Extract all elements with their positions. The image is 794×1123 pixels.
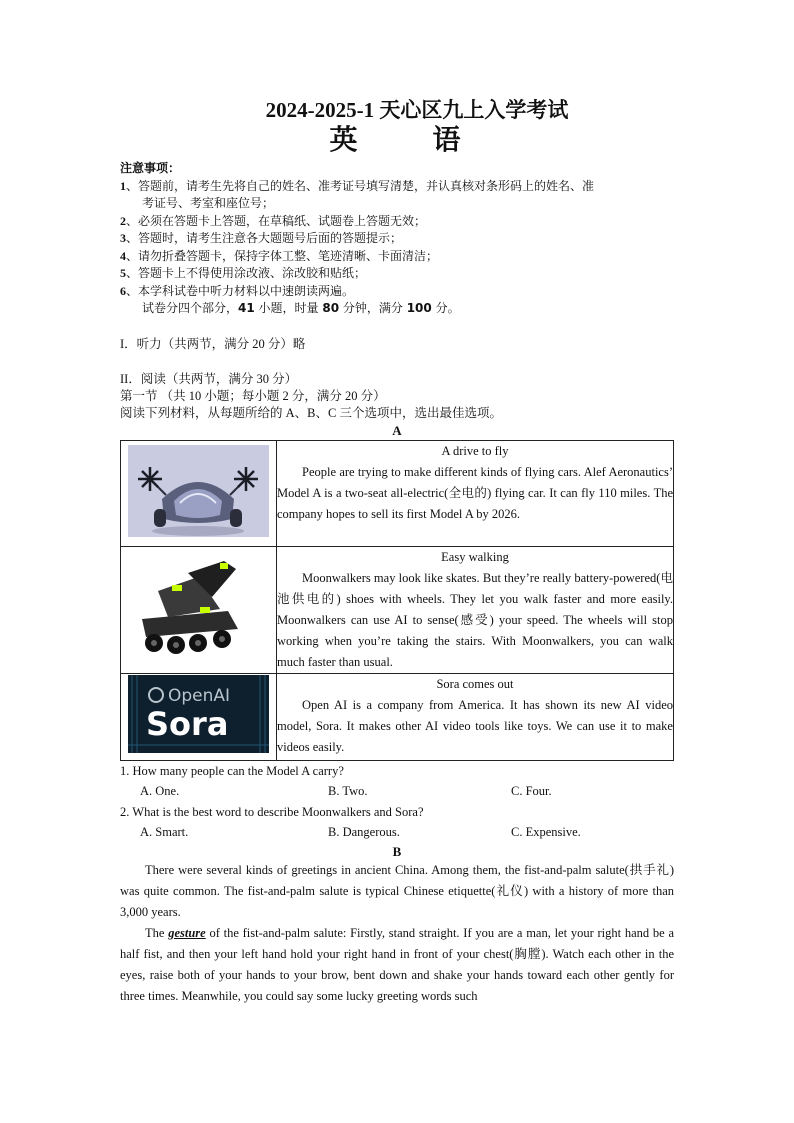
brand-label: OpenAI bbox=[168, 685, 231, 706]
ad-row-flying-car bbox=[121, 440, 674, 546]
note-item-1: 1、答题前，请考生先将自己的姓名、准考证号填写清楚，并认真核对条形码上的姓名、准 bbox=[120, 178, 595, 193]
subject-title: 英 语 bbox=[329, 125, 495, 156]
ad-row-moonwalkers bbox=[121, 546, 674, 673]
question-1 bbox=[120, 761, 674, 802]
question-1-option-b: B. Two. bbox=[328, 784, 368, 798]
note-item-3: 3、答题时，请考生注意各大题题号后面的答题提示； bbox=[120, 231, 403, 245]
passage-b-label: B bbox=[392, 843, 402, 859]
ad-title-flying-car: A drive to fly bbox=[441, 443, 509, 458]
section-reading-instruction: 阅读下列材料，从每题所给的 A、B、C 三个选项中，选出最佳选项。 bbox=[120, 405, 502, 420]
passage-a-label: A bbox=[392, 422, 402, 438]
ad-row-sora bbox=[121, 673, 674, 760]
note-item-2: 2、必须在答题卡上答题，在草稿纸、试题卷上答题无效； bbox=[120, 213, 427, 228]
moonwalkers-image bbox=[128, 551, 269, 666]
exam-title: 2024-2025-1 天心区九上入学考试 bbox=[265, 98, 569, 122]
note-item-5: 5、答题卡上不得使用涂改液、涂改胶和贴纸； bbox=[120, 266, 367, 280]
ad-title-moonwalkers: Easy walking bbox=[441, 549, 509, 564]
question-1-option-a: A. One. bbox=[140, 784, 180, 798]
ad-text-flying-car: People are trying to make different kinds of flying cars. Alef Aeronautics’ Model A is a two-seat all-electric(全电的) flying car. It can fly 110 miles. The company hopes to sell its first Model A by 2026. bbox=[277, 464, 673, 521]
flying-car-image bbox=[128, 445, 269, 542]
notes-block bbox=[120, 160, 674, 318]
ad-title-sora: Sora comes out bbox=[436, 676, 514, 691]
product-label: Sora bbox=[146, 704, 229, 743]
ad-text-sora: Open AI is a company from America. It has shown its new AI video model, Sora. It makes other AI video tools like toys. We can use it to make videos easily. bbox=[277, 697, 673, 754]
exam-summary: 试卷分四个部分，41 小题，时量 80 分钟，满分 100 分。 bbox=[142, 301, 460, 315]
section-reading-part: 第一节 （共 10 小题；每小题 2 分，满分 20 分） bbox=[120, 388, 386, 403]
question-1-stem: 1. How many people can the Model A carry? bbox=[120, 763, 344, 778]
ad-text-moonwalkers: Moonwalkers may look like skates. But they’re really battery-powered(电池供电的) shoes with wheels. They let you walk faster and more easily. Moonwalkers can use AI to sense(感受) your speed. The wheels will stop working when you’re taking the stairs. With Moonwalkers, you can walk much faster than usual. bbox=[277, 570, 673, 669]
question-2 bbox=[120, 802, 674, 843]
passage-b-paragraph-1: There were several kinds of greetings in ancient China. Among them, the fist-and-palm salute(拱手礼) was quite common. The fist-and-palm salute is typical Chinese etiquette(礼仪) with a history of more than 3,000 years. bbox=[120, 862, 674, 919]
note-item-6: 6、本学科试卷中听力材料以中速朗读两遍。 bbox=[120, 283, 355, 298]
section-listening: I．听力（共两节，满分 20 分）略 bbox=[120, 336, 306, 351]
note-item-4: 4、请勿折叠答题卡，保持字体工整、笔迹清晰、卡面清洁； bbox=[120, 248, 439, 263]
notes-heading: 注意事项： bbox=[120, 161, 181, 175]
exam-page bbox=[120, 96, 674, 1007]
question-2-option-c: C. Expensive. bbox=[511, 825, 581, 839]
question-2-option-b: B. Dangerous. bbox=[328, 825, 400, 839]
keyword-gesture: gesture bbox=[168, 925, 206, 940]
passage-b-paragraph-2: The gesture of the fist-and-palm salute: Firstly, stand straight. If you are a man, let your right hand be a half fist, and then your left hand hold your right hand in front of your chest(胸膛). Watch each other in the eyes, raise both of your hands to your brow, bent down and shake your hands toward each other gently for three times. Meanwhile, you could say some lucky greeting words such bbox=[120, 925, 674, 1003]
note-item-1-cont: 考证号、考室和座位号； bbox=[142, 196, 275, 210]
question-1-option-c: C. Four. bbox=[511, 784, 552, 798]
passage-a-table bbox=[120, 440, 674, 761]
sora-image bbox=[128, 675, 269, 758]
section-reading-title: II．阅读（共两节，满分 30 分） bbox=[120, 371, 298, 386]
question-2-option-a: A. Smart. bbox=[140, 825, 189, 839]
question-2-stem: 2. What is the best word to describe Moonwalkers and Sora? bbox=[120, 804, 424, 819]
